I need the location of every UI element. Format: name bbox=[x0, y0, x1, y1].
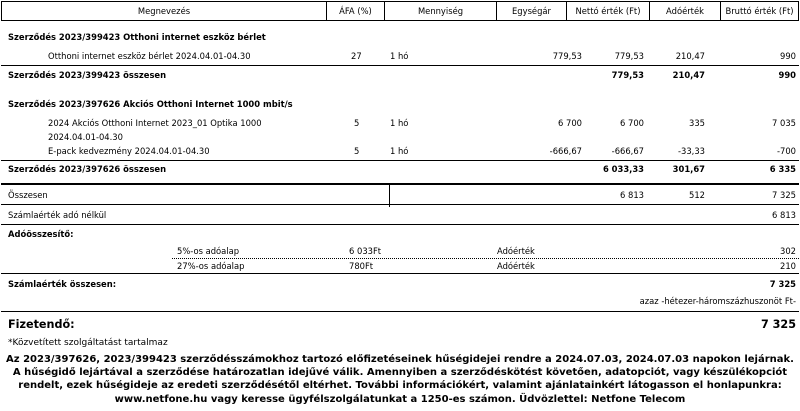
summary-total-tax: 512 bbox=[689, 190, 705, 200]
col-header-tax: Adóérték bbox=[650, 2, 721, 20]
divider bbox=[1, 224, 799, 225]
invoice-total-label: Számlaérték összesen: bbox=[8, 279, 117, 289]
item-tax: 210,47 bbox=[675, 51, 705, 61]
item-vat: 5 bbox=[354, 118, 360, 128]
no-tax-label: Számlaérték adó nélkül bbox=[8, 210, 107, 220]
contract1-total-net: 779,53 bbox=[611, 70, 644, 80]
item-net: -666,67 bbox=[611, 146, 644, 156]
item-net: 779,53 bbox=[614, 51, 644, 61]
item-gross: -700 bbox=[776, 146, 796, 156]
item-qty: 1 hó bbox=[390, 146, 409, 156]
item-name-period: 2024.04.01-04.30 bbox=[48, 132, 123, 142]
item-net: 6 700 bbox=[620, 118, 644, 128]
item-unit-price: -666,67 bbox=[549, 146, 582, 156]
item-vat: 5 bbox=[354, 146, 360, 156]
contract2-total-net: 6 033,33 bbox=[602, 164, 644, 174]
item-gross: 990 bbox=[780, 51, 796, 61]
item-unit-price: 6 700 bbox=[558, 118, 582, 128]
tax-value-label: Adóérték bbox=[497, 246, 535, 256]
contract2-title: Szerződés 2023/397626 Akciós Otthoni Internet 1000 mbit/s bbox=[8, 99, 293, 109]
tax-value: 302 bbox=[780, 246, 796, 256]
payable-label: Fizetendő: bbox=[8, 318, 75, 331]
divider bbox=[172, 258, 799, 259]
tax-base-value: 780Ft bbox=[349, 261, 374, 271]
item-gross: 7 035 bbox=[772, 118, 796, 128]
contract2-total-gross: 6 335 bbox=[769, 164, 796, 174]
summary-total-label: Összesen bbox=[8, 190, 48, 200]
item-qty: 1 hó bbox=[390, 51, 409, 61]
contract1-total-label: Szerződés 2023/399423 összesen bbox=[8, 70, 167, 80]
item-name: E-pack kedvezmény 2024.04.01-04.30 bbox=[48, 146, 210, 156]
col-header-qty: Mennyiség bbox=[385, 2, 497, 20]
divider bbox=[1, 183, 799, 185]
loyalty-notice: Az 2023/397626, 2023/399423 szerződésszámokhoz tartozó előfizetéseinek hűségidejei rendre a 2024.07.03, 2024.07.03 napokon lejárnak. A hűségidő lejártával a szerződése határozatlan idejűvé válik. Amennyiben a szerződéskötést követően, adatopciót, vagy készülékopciót rendelt, ezek hűségideje az eredeti szerződésétől eltérhet. További információkért, valamint ajánlatainkért látogasson el honlapunkra: www.netfone.hu vagy keresse ügyfélszolgálatunkat a 1250-es számon. Üdvözlettel: Netfone Telecom bbox=[6, 354, 794, 405]
contract2-total-tax: 301,67 bbox=[672, 164, 705, 174]
summary-total-net: 6 813 bbox=[620, 190, 644, 200]
item-tax: 335 bbox=[689, 118, 705, 128]
item-name: Otthoni internet eszköz bérlet 2024.04.01-04.30 bbox=[48, 51, 251, 61]
item-name: 2024 Akciós Otthoni Internet 2023_01 Optika 1000 bbox=[48, 118, 262, 128]
tax-value-label: Adóérték bbox=[497, 261, 535, 271]
tax-base-label: 5%-os adóalap bbox=[177, 246, 240, 256]
contract1-title: Szerződés 2023/399423 Otthoni internet eszköz bérlet bbox=[8, 32, 266, 42]
tax-summary-label: Adóösszesítő: bbox=[8, 229, 74, 239]
amount-in-words: azaz -hétezer-háromszázhuszonöt Ft- bbox=[639, 296, 796, 306]
no-tax-value: 6 813 bbox=[772, 210, 796, 220]
invoice-total-value: 7 325 bbox=[769, 279, 796, 289]
item-unit-price: 779,53 bbox=[552, 51, 582, 61]
col-header-net: Nettó érték (Ft) bbox=[567, 2, 650, 20]
divider bbox=[1, 160, 799, 161]
item-qty: 1 hó bbox=[390, 118, 409, 128]
col-header-name: Megnevezés bbox=[2, 2, 327, 20]
divider bbox=[1, 65, 799, 66]
col-header-gross: Bruttó érték (Ft) bbox=[725, 6, 794, 16]
payable-value: 7 325 bbox=[760, 318, 796, 331]
divider bbox=[1, 204, 799, 205]
tax-value: 210 bbox=[780, 261, 796, 271]
item-vat: 27 bbox=[351, 51, 362, 61]
tax-base-label: 27%-os adóalap bbox=[177, 261, 245, 271]
summary-total-gross: 7 325 bbox=[772, 190, 796, 200]
item-tax: -33,33 bbox=[678, 146, 705, 156]
col-header-unit-price: Egységár bbox=[497, 2, 567, 20]
table-header bbox=[1, 1, 799, 21]
contract1-total-tax: 210,47 bbox=[672, 70, 705, 80]
contract1-total-gross: 990 bbox=[778, 70, 796, 80]
col-header-vat: ÁFA (%) bbox=[327, 2, 385, 20]
footnote: *Közvetített szolgáltatást tartalmaz bbox=[8, 338, 168, 348]
divider bbox=[1, 273, 799, 274]
tax-base-value: 6 033Ft bbox=[349, 246, 382, 256]
divider bbox=[1, 311, 799, 312]
contract2-total-label: Szerződés 2023/397626 összesen bbox=[8, 164, 167, 174]
